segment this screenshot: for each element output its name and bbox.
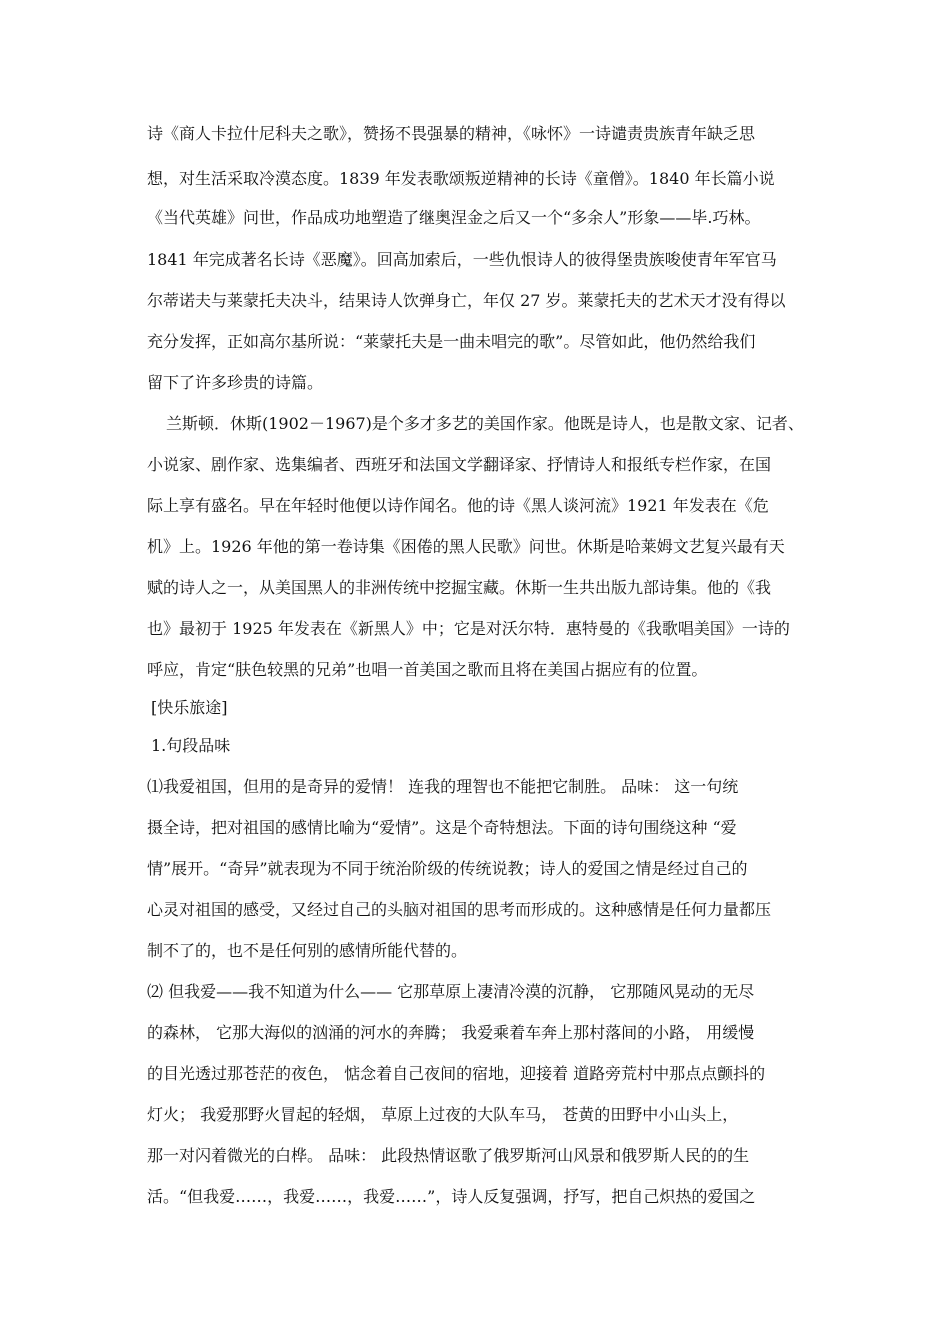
text-line: 尔蒂诺夫与莱蒙托夫决斗，结果诗人饮弹身亡，年仅 27 岁。莱蒙托夫的艺术天才没有得以 xyxy=(147,291,786,310)
text-line: 小说家、剧作家、选集编者、西班牙和法国文学翻译家、抒情诗人和报纸专栏作家，在国 xyxy=(147,455,772,474)
text-line: 诗《商人卡拉什尼科夫之歌》，赞扬不畏强暴的精神，《咏怀》一诗谴责贵族青年缺乏思 xyxy=(147,124,756,143)
text-line: 《当代英雄》问世，作品成功地塑造了继奥涅金之后又一个“多余人”形象——毕.巧林。 xyxy=(147,208,761,227)
text-line: ⑴我爱祖国，但用的是奇异的爱情！ 连我的理智也不能把它制胜。 品味： 这一句统 xyxy=(147,777,739,796)
paragraph-start-line: 兰斯顿．休斯(1902－1967)是个多才多艺的美国作家。他既是诗人，也是散文家、记者、 xyxy=(166,414,804,433)
text-line: 呼应，肯定“肤色较黑的兄弟”也唱一首美国之歌而且将在美国占据应有的位置。 xyxy=(147,660,708,679)
text-line: 的目光透过那苍茫的夜色， 惦念着自己夜间的宿地，迎接着 道路旁荒村中那点点颤抖的 xyxy=(147,1064,766,1083)
text-line: 心灵对祖国的感受，又经过自己的头脑对祖国的思考而形成的。这种感情是任何力量都压 xyxy=(147,900,772,919)
text-line: 也》最初于 1925 年发表在《新黑人》中；它是对沃尔特．惠特曼的《我歌唱美国》一诗的 xyxy=(147,619,790,638)
text-line: 赋的诗人之一，从美国黑人的非洲传统中挖掘宝藏。休斯一生共出版九部诗集。他的《我 xyxy=(147,578,772,597)
text-line: 摄全诗，把对祖国的感情比喻为“爱情”。这是个奇特想法。下面的诗句围绕这种 “爱 xyxy=(147,818,737,837)
text-line: 的森林， 它那大海似的汹涌的河水的奔腾； 我爱乘着车奔上那村落间的小路， 用缓慢 xyxy=(147,1023,755,1042)
text-line: 灯火； 我爱那野火冒起的轻烟， 草原上过夜的大队车马， 苍黄的田野中小山头上， xyxy=(147,1105,739,1124)
text-line: 想，对生活采取冷漠态度。1839 年发表歌颂叛逆精神的长诗《童僧》。1840 年长篇小说 xyxy=(147,169,775,188)
section-heading: [快乐旅途] xyxy=(151,698,228,717)
text-line: 1841 年完成著名长诗《恶魔》。回高加索后，一些仇恨诗人的彼得堡贵族唆使青年军官马 xyxy=(147,250,777,269)
text-line: 活。“但我爱……，我爱……，我爱……”，诗人反复强调，抒写，把自己炽热的爱国之 xyxy=(147,1187,756,1206)
text-line: 制不了的，也不是任何别的感情所能代替的。 xyxy=(147,941,468,960)
text-line: 那一对闪着微光的白桦。 品味： 此段热情讴歌了俄罗斯河山风景和俄罗斯人民的的生 xyxy=(147,1146,750,1165)
text-line: 机》上。1926 年他的第一卷诗集《困倦的黑人民歌》问世。休斯是哈莱姆文艺复兴最有天 xyxy=(147,537,785,556)
subsection-heading: 1.句段品味 xyxy=(151,736,231,755)
text-line: 际上享有盛名。早在年轻时他便以诗作闻名。他的诗《黑人谈河流》1921 年发表在《危 xyxy=(147,496,769,515)
text-line: ⑵ 但我爱——我不知道为什么—— 它那草原上凄清冷漠的沉静， 它那随风晃动的无尽 xyxy=(147,982,755,1001)
text-line: 留下了许多珍贵的诗篇。 xyxy=(147,373,324,392)
text-line: 充分发挥，正如高尔基所说：“莱蒙托夫是一曲未唱完的歌”。尽管如此，他仍然给我们 xyxy=(147,332,756,351)
text-line: 情”展开。“奇异”就表现为不同于统治阶级的传统说教；诗人的爱国之情是经过自己的 xyxy=(147,859,748,878)
